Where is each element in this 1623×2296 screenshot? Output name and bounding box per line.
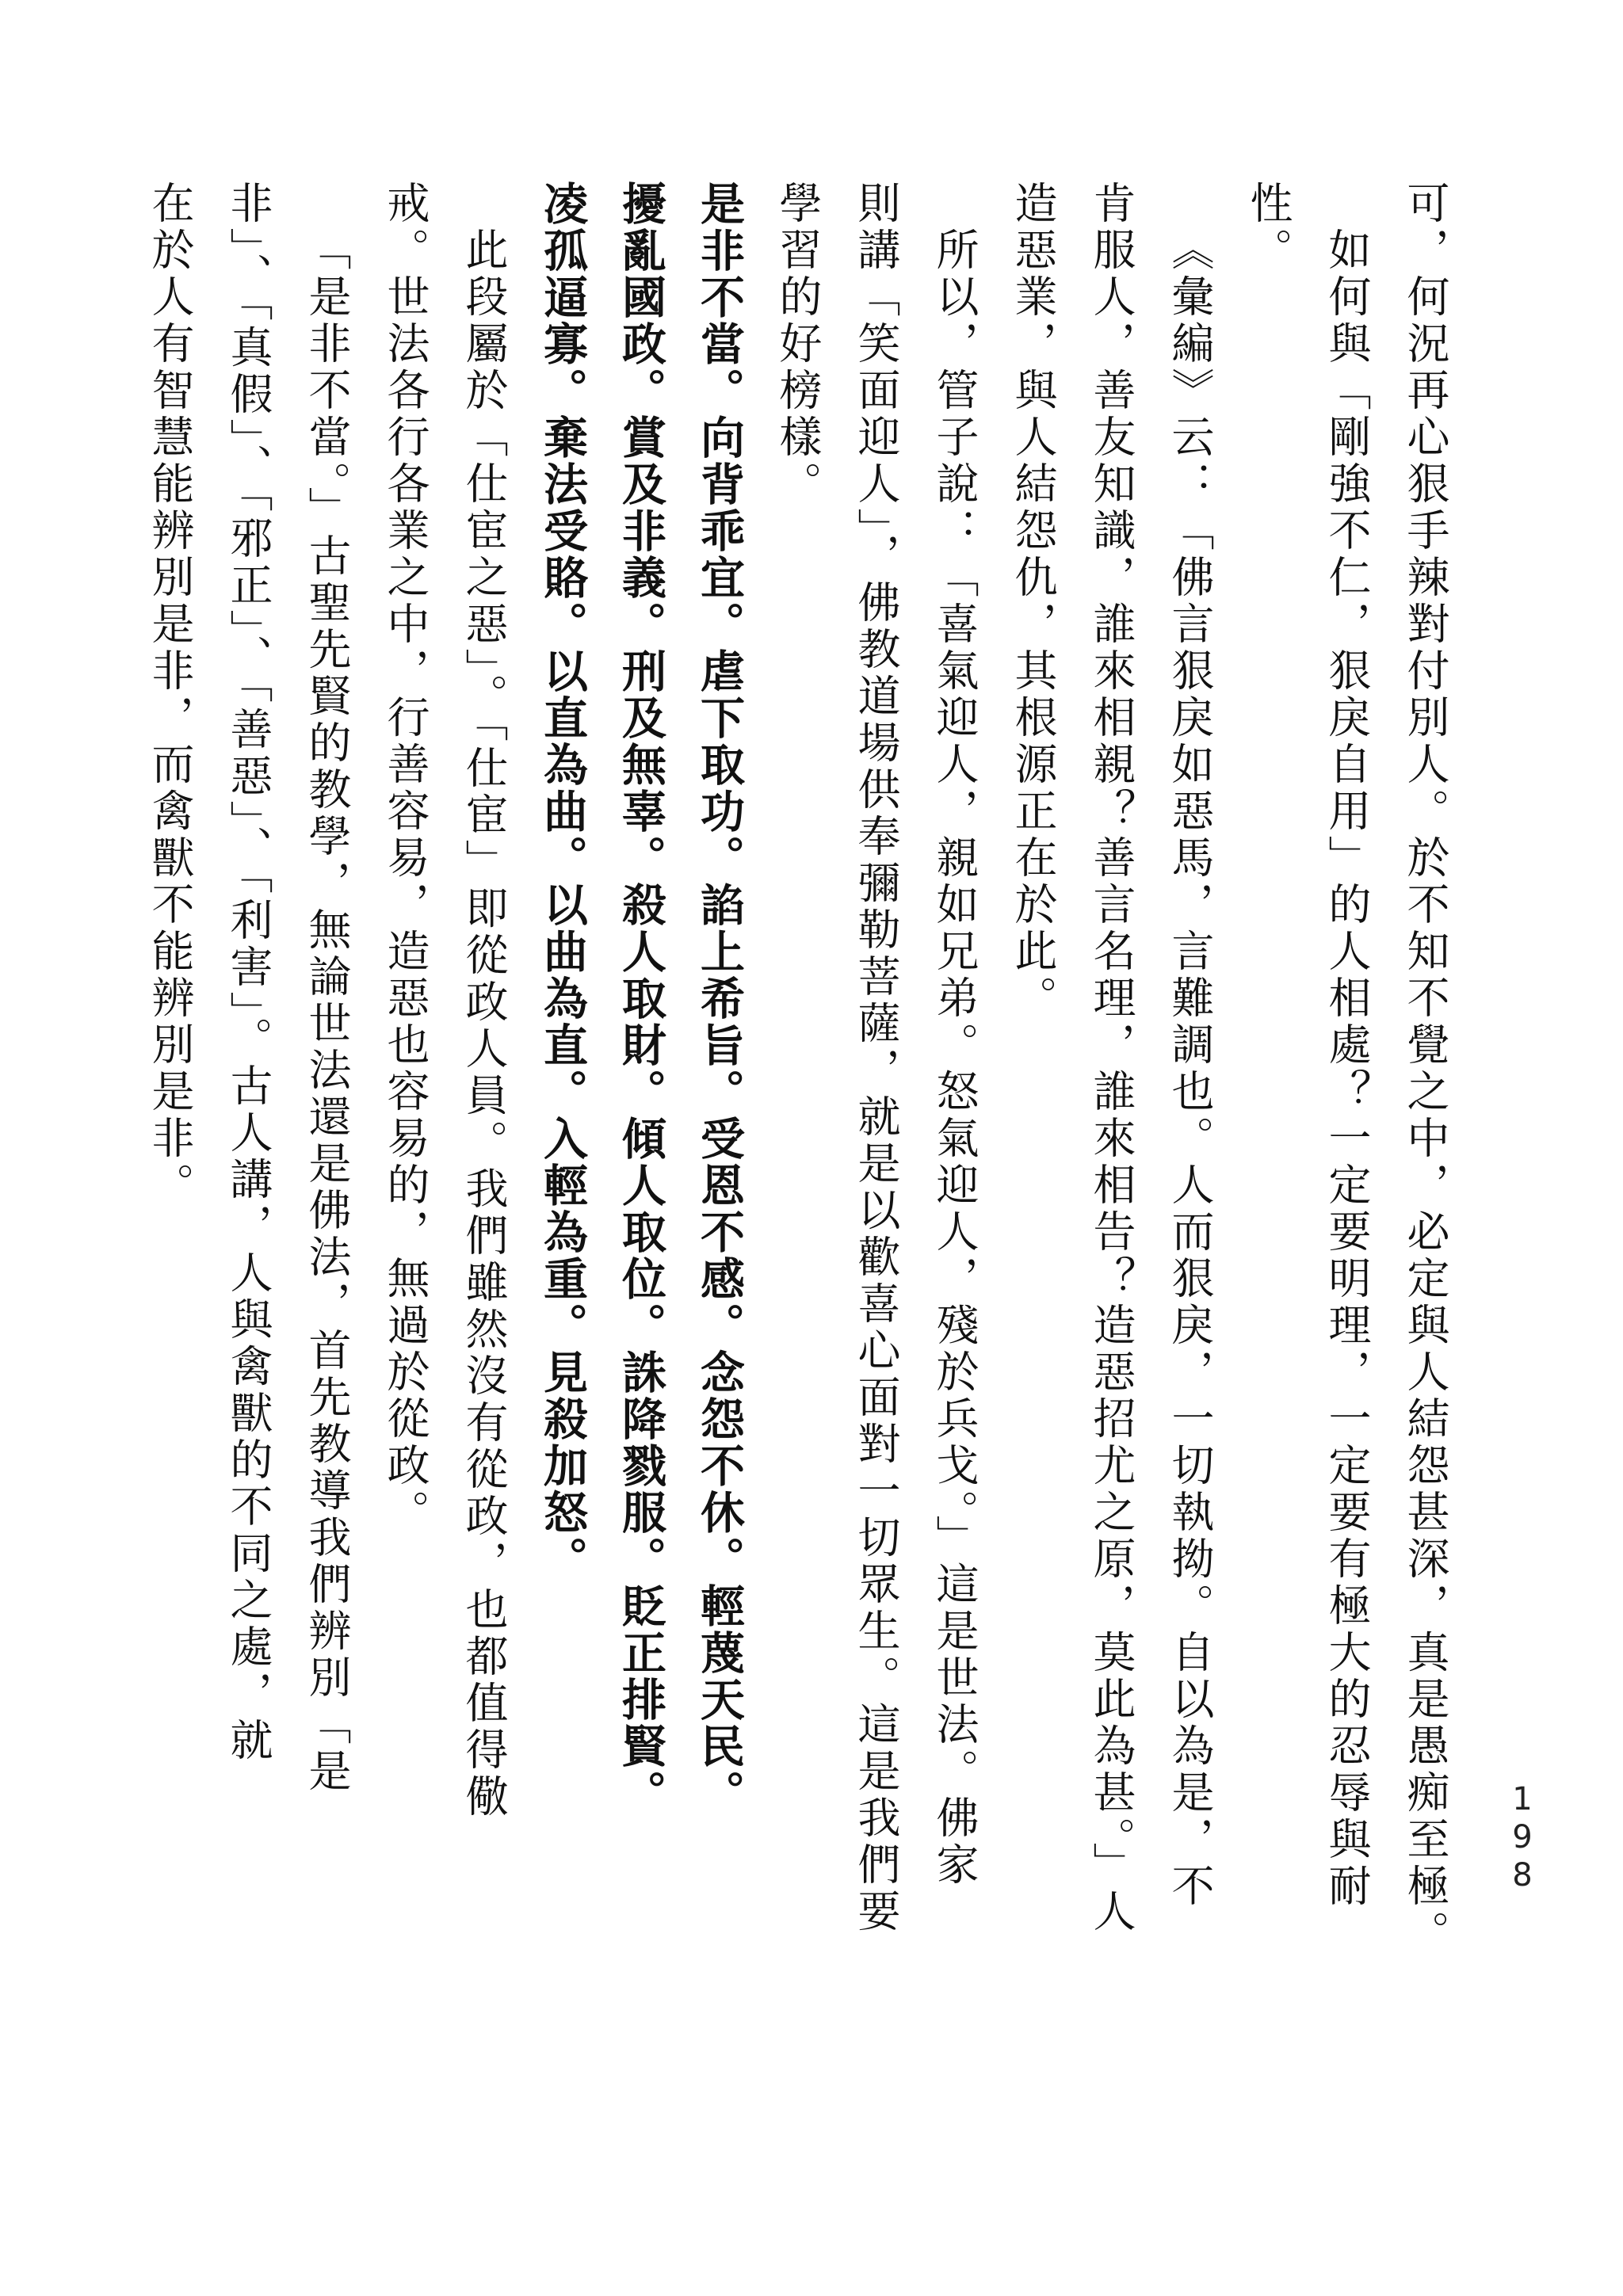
page-number: 198 xyxy=(1504,1781,1541,1895)
text-column: 性。 xyxy=(1243,181,1293,274)
text-column: 非」、「真假」、「邪正」、「善惡」、「利害」。古人講，人與禽獸的不同之處，就 xyxy=(223,181,273,1764)
scripture-column: 凌孤逼寡。棄法受賂。以直為曲。以曲為直。入輕為重。見殺加怒。 xyxy=(537,181,588,1583)
text-column: 此段屬於「仕宦之惡」。「仕宦」即從政人員。我們雖然沒有從政，也都值得儆 xyxy=(459,227,509,1821)
text-column: 戒。世法各行各業之中，行善容易，造惡也容易的，無過於從政。 xyxy=(380,181,430,1536)
text-column: 學習的好榜樣。 xyxy=(773,181,823,508)
text-column: 可，何況再心狠手辣對付別人。於不知不覺之中，必定與人結怨甚深，真是愚痴至極。 xyxy=(1400,181,1450,1957)
text-column: 所以，管子說：「喜氣迎人，親如兄弟。怒氣迎人，殘於兵戈。」這是世法。佛家 xyxy=(930,227,980,1889)
scripture-column: 擾亂國政。賞及非義。刑及無辜。殺人取財。傾人取位。誅降戮服。貶正排賢。 xyxy=(615,181,666,1817)
text-column: 如何與「剛強不仁，狠戾自用」的人相處？一定要明理，一定要有極大的忍辱與耐 xyxy=(1322,227,1372,1910)
text-column: 《彙編》云：「佛言狠戾如惡馬，言難調也。人而狠戾，一切執拗。自以為是，不 xyxy=(1165,227,1215,1910)
text-column: 「是非不當。」古聖先賢的教學，無論世法還是佛法，首先教導我們辨別「是 xyxy=(302,227,352,1795)
text-column: 則講「笑面迎人」，佛教道場供奉彌勒菩薩，就是以歡喜心面對一切眾生。這是我們要 xyxy=(851,181,901,1936)
scripture-column: 是非不當。向背乖宜。虐下取功。諂上希旨。受恩不感。念怨不休。輕蔑天民。 xyxy=(693,181,745,1817)
text-column: 肯服人，善友知識，誰來相親？善言名理，誰來相告？造惡招尤之原，莫此為甚。」人 xyxy=(1086,181,1136,1936)
text-body xyxy=(131,181,1465,2177)
text-column: 造惡業，與人結怨仇，其根源正在於此。 xyxy=(1008,181,1058,1022)
text-column: 在於人有智慧能辨別是非，而禽獸不能辨別是非。 xyxy=(145,181,195,1209)
